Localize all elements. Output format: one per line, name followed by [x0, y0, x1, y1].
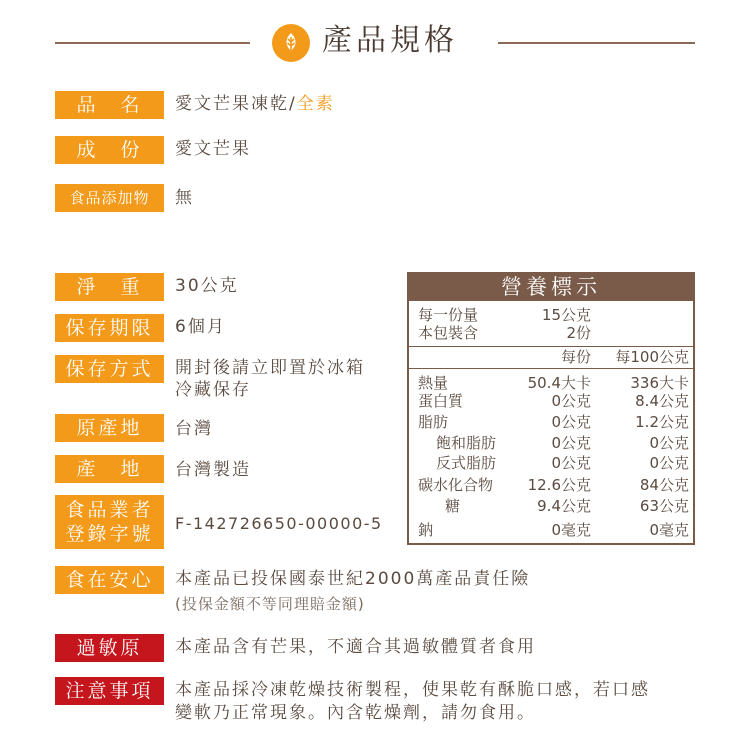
value-additives: 無: [175, 188, 194, 208]
value-notice-line2: 變軟乃正常現象。內含乾燥劑，請勿食用。: [175, 703, 536, 723]
nutrition-item-name: 蛋白質: [418, 392, 464, 410]
nutrition-item-per-serving: 0公克: [551, 413, 591, 431]
nutrition-divider: [409, 346, 693, 347]
nutrition-servings-value: 2份: [566, 324, 591, 342]
value-notice-line1: 本產品採冷凍乾燥技術製程，使果乾有酥脆口感，若口感: [175, 680, 650, 700]
label-origin: 原產地: [55, 414, 164, 442]
nutrition-title: 營養標示: [409, 274, 693, 301]
nutrition-col-per-serving: 每份: [560, 348, 591, 366]
nutrition-item-per-100: 63公克: [639, 497, 689, 515]
value-insurance-note: (投保金額不等同理賠金額): [175, 595, 365, 613]
nutrition-item-name: 飽和脂肪: [436, 434, 497, 452]
label-manufacture: 產 地: [55, 455, 164, 483]
label-insurance: 食在安心: [55, 566, 164, 594]
nutrition-item-per-100: 336大卡: [630, 374, 689, 392]
value-registration: F-142726650-00000-5: [175, 514, 383, 533]
value-allergen: 本產品含有芒果，不適合其過敏體質者食用: [175, 637, 536, 657]
nutrition-table: [407, 272, 695, 545]
nutrition-item-per-serving: 0公克: [551, 454, 591, 472]
nutrition-item-name: 鈉: [418, 521, 434, 539]
label-registration-line2: 登錄字號: [65, 523, 154, 545]
value-storage-line1: 開封後請立即置於冰箱: [175, 358, 365, 378]
nutrition-item-name: 脂肪: [418, 413, 449, 431]
value-insurance: 本產品已投保國泰世紀2000萬產品責任險: [175, 569, 531, 589]
label-name: 品 名: [55, 91, 164, 119]
label-allergen: 過敏原: [55, 634, 164, 662]
label-weight: 淨 重: [55, 273, 164, 301]
nutrition-serving-value: 15公克: [541, 306, 591, 324]
nutrition-item-name: 熱量: [418, 374, 449, 392]
value-shelf-life: 6個月: [175, 317, 226, 337]
value-ingredients: 愛文芒果: [175, 139, 251, 159]
nutrition-divider: [409, 368, 693, 369]
value-weight: 30公克: [175, 276, 239, 296]
value-storage-line2: 冷藏保存: [175, 380, 251, 400]
nutrition-serving-label: 每一份量: [418, 306, 479, 324]
header-divider-right: [498, 42, 695, 44]
nutrition-item-per-serving: 50.4大卡: [527, 374, 591, 392]
nutrition-item-per-serving: 0公克: [551, 434, 591, 452]
nutrition-item-per-serving: 9.4公克: [537, 497, 591, 515]
nutrition-item-per-100: 84公克: [639, 476, 689, 494]
leaf-icon: [272, 24, 310, 62]
value-name: 愛文芒果凍乾/全素: [175, 94, 335, 114]
nutrition-item-per-serving: 12.6公克: [527, 476, 591, 494]
label-registration: [55, 495, 164, 549]
nutrition-item-per-serving: 0公克: [551, 392, 591, 410]
label-storage: 保存方式: [55, 355, 164, 383]
nutrition-item-per-100: 0毫克: [649, 521, 689, 539]
label-ingredients: 成 份: [55, 136, 164, 164]
nutrition-col-per-100: 每100公克: [615, 348, 689, 366]
nutrition-item-name: 反式脂肪: [436, 454, 497, 472]
value-manufacture: 台灣製造: [175, 460, 251, 480]
page-title: 產品規格: [322, 23, 458, 58]
header-divider-left: [55, 42, 250, 44]
nutrition-servings-label: 本包裝含: [418, 324, 479, 342]
nutrition-item-per-100: 1.2公克: [635, 413, 689, 431]
nutrition-item-per-100: 0公克: [649, 454, 689, 472]
nutrition-item-per-serving: 0毫克: [551, 521, 591, 539]
label-shelf-life: 保存期限: [55, 314, 164, 342]
nutrition-item-per-100: 0公克: [649, 434, 689, 452]
label-registration-line1: 食品業者: [65, 499, 154, 521]
label-notice: 注意事項: [55, 677, 164, 705]
nutrition-item-name: 糖: [445, 497, 461, 515]
nutrition-item-name: 碳水化合物: [418, 476, 494, 494]
value-origin: 台灣: [175, 419, 213, 439]
label-additives: 食品添加物: [55, 184, 164, 212]
nutrition-item-per-100: 8.4公克: [635, 392, 689, 410]
